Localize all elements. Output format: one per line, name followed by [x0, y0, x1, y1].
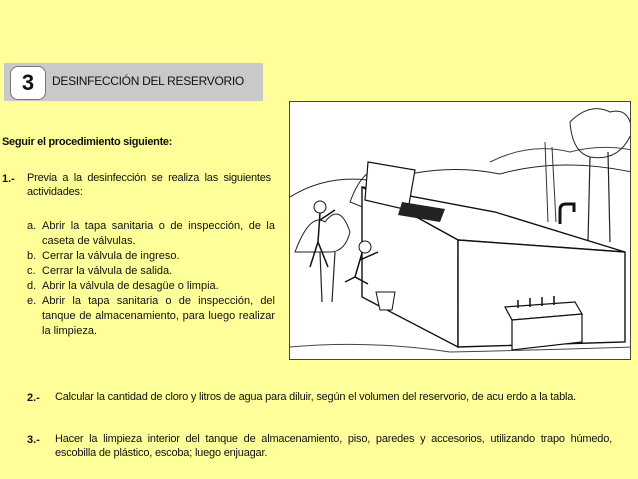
step-1-sublist	[27, 219, 275, 339]
list-item-letter: b.	[27, 250, 37, 262]
list-item	[27, 249, 275, 264]
list-item	[27, 219, 275, 249]
step-3-text: Hacer la limpieza interior del tanque de almacenamiento, piso, paredes y accesorios, utilizando trapo húmedo, escobilla de plástico, escoba; luego enjuagar.	[55, 433, 612, 459]
intro-text: Seguir el procedimiento siguiente:	[2, 136, 173, 148]
reservoir-illustration	[289, 101, 631, 360]
step-1-text: Previa a la desinfección se realiza las siguientes actividades:	[27, 172, 271, 198]
reservoir-drawing	[290, 102, 631, 360]
list-item	[27, 279, 275, 294]
list-item-letter: c.	[27, 265, 36, 277]
list-item-text: Abrir la tapa sanitaria o de inspección, del tanque de almacenamiento, para luego realizar la limpieza.	[42, 295, 275, 337]
step-1-number: 1.-	[2, 173, 15, 185]
list-item-text: Abrir la válvula de desagüe o limpia.	[42, 280, 219, 292]
section-title: DESINFECCIÓN DEL RESERVORIO	[52, 74, 244, 88]
list-item	[27, 264, 275, 279]
list-item-text: Abrir la tapa sanitaria o de inspección, de la caseta de válvulas.	[42, 220, 275, 247]
step-2-text: Calcular la cantidad de cloro y litros de agua para diluir, según el volumen del reservorio, de acu erdo a la tabla.	[55, 391, 577, 403]
list-item-text: Cerrar la válvula de ingreso.	[42, 250, 180, 262]
list-item	[27, 294, 275, 339]
list-item-letter: e.	[27, 295, 37, 307]
step-2-number: 2.-	[27, 392, 40, 404]
list-item-letter: a.	[27, 220, 37, 232]
list-item-text: Cerrar la válvula de salida.	[42, 265, 173, 277]
step-number-badge: 3	[10, 66, 46, 100]
list-item-letter: d.	[27, 280, 37, 292]
step-3-number: 3.-	[27, 434, 40, 446]
